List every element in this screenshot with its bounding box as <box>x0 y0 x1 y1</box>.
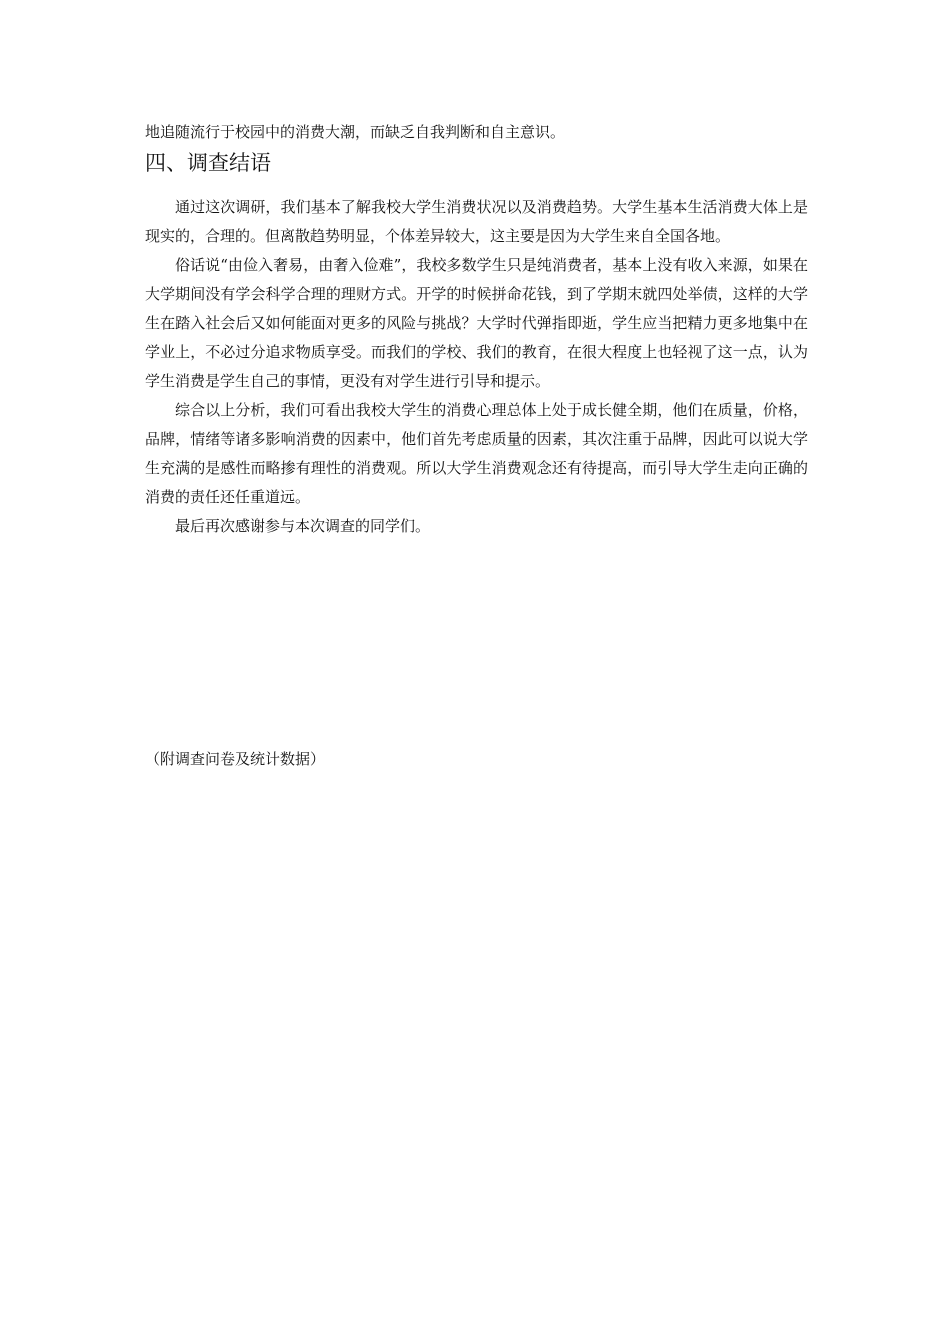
paragraph-analysis: 综合以上分析，我们可看出我校大学生的消费心理总体上处于成长健全期，他们在质量，价格，品牌，情绪等诸多影响消费的因素中，他们首先考虑质量的因素，其次注重于品牌，因此可以说大学生充满的是感性而略掺有理性的消费观。所以大学生消费观念还有待提高，而引导大学生走向正确的消费的责任还任重道远。 <box>145 401 808 506</box>
section-heading: 四、调查结语 <box>145 151 271 175</box>
continued-line: 地追随流行于校园中的消费大潮，而缺乏自我判断和自主意识。 <box>145 123 566 141</box>
paragraph-thanks: 最后再次感谢参与本次调查的同学们。 <box>175 517 431 535</box>
paragraph-proverb: 俗话说“由俭入奢易，由奢入俭难”，我校多数学生只是纯消费者，基本上没有收入来源，如果在大学期间没有学会科学合理的理财方式。开学的时候拼命花钱，到了学期末就四处举债，这样的大学生在踏入社会后又如何能面对更多的风险与挑战？大学时代弹指即逝，学生应当把精力更多地集中在学业上，不必过分追求物质享受。而我们的学校、我们的教育，在很大程度上也轻视了这一点，认为学生消费是学生自己的事情，更没有对学生进行引导和提示。 <box>145 256 808 390</box>
appendix-note: （附调查问卷及统计数据） <box>145 750 326 768</box>
document-body <box>145 118 808 541</box>
paragraph-summary: 通过这次调研，我们基本了解我校大学生消费状况以及消费趋势。大学生基本生活消费大体上是现实的，合理的。但离散趋势明显，个体差异较大，这主要是因为大学生来自全国各地。 <box>145 198 808 245</box>
